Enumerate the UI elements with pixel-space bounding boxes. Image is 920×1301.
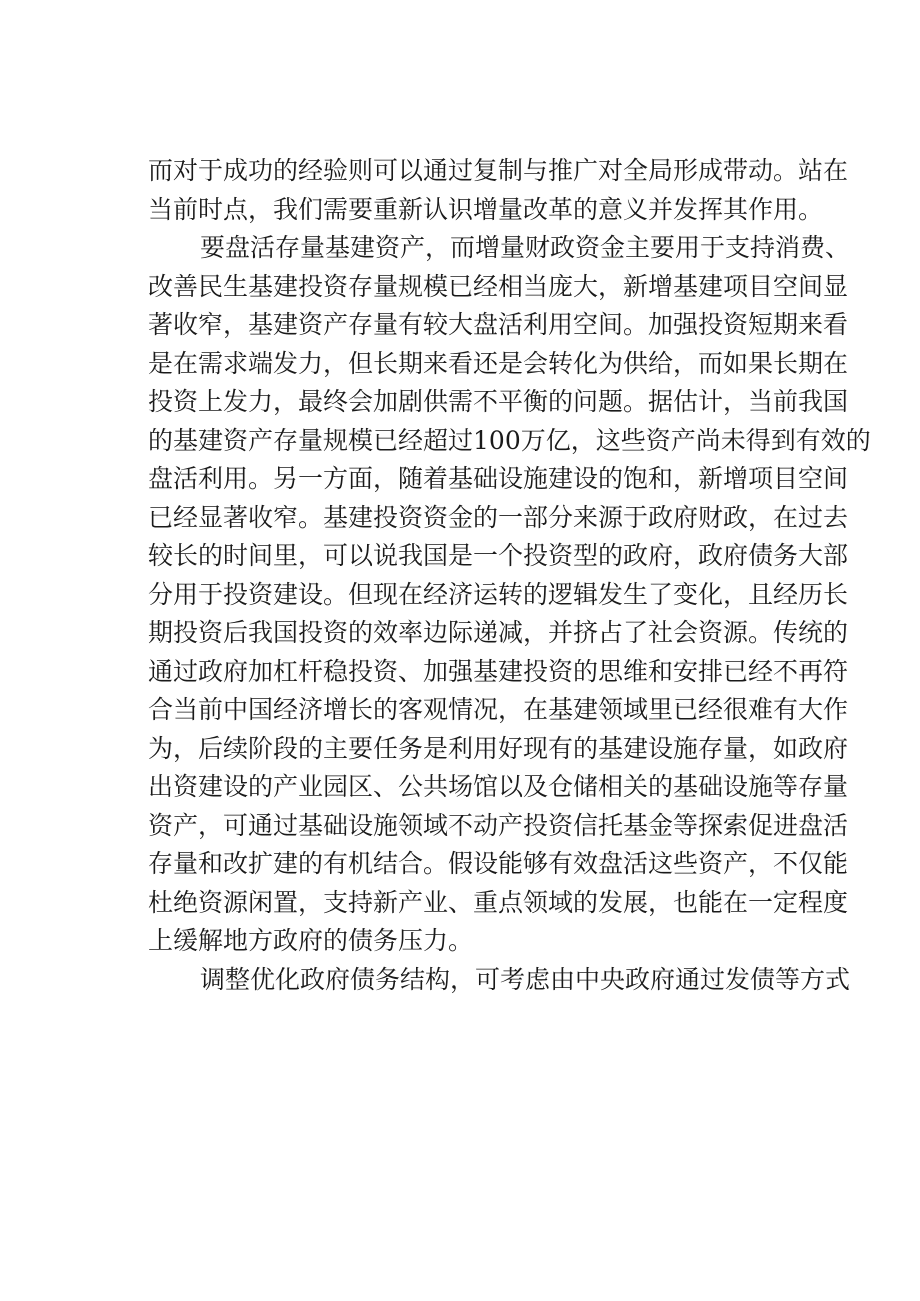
- text-line: 期投资后我国投资的效率边际递减，并挤占了社会资源。传统的: [148, 618, 849, 647]
- text-line: 合当前中国经济增长的客观情况，在基建领域里已经很难有大作: [148, 695, 849, 724]
- text-line: 的基建资产存量规模已经超过100万亿，这些资产尚未得到有效的: [148, 425, 871, 455]
- text-line: 是在需求端发力，但长期来看还是会转化为供给，而如果长期在: [148, 348, 849, 378]
- text-line: 出资建设的产业园区、公共场馆以及仓储相关的基础设施等存量: [148, 772, 849, 801]
- text-line: 为，后续阶段的主要任务是利用好现有的基建设施存量，如政府: [148, 733, 849, 763]
- text-line: 通过政府加杠杆稳投资、加强基建投资的思维和安排已经不再符: [148, 656, 849, 686]
- text-line: 改善民生基建投资存量规模已经相当庞大，新增基建项目空间显: [148, 271, 849, 301]
- text-line: 投资上发力，最终会加剧供需不平衡的问题。据估计，当前我国: [148, 387, 849, 416]
- text-line: 已经显著收窄。基建投资资金的一部分来源于政府财政，在过去: [148, 502, 849, 532]
- text-line: 分用于投资建设。但现在经济运转的逻辑发生了变化，且经历长: [148, 579, 849, 609]
- paragraph-end-line: 当前时点，我们需要重新认识增量改革的意义并发挥其作用。: [148, 194, 824, 224]
- paragraph-end-line: 上缓解地方政府的债务压力。: [148, 926, 474, 955]
- text-line: 资产，可通过基础设施领域不动产投资信托基金等探索促进盘活: [148, 810, 849, 840]
- text-line: 较长的时间里，可以说我国是一个投资型的政府，政府债务大部: [148, 541, 849, 570]
- text-line: 杜绝资源闲置，支持新产业、重点领域的发展，也能在一定程度: [148, 887, 849, 917]
- text-line: 著收窄，基建资产存量有较大盘活利用空间。加强投资短期来看: [148, 310, 849, 339]
- text-line: 而对于成功的经验则可以通过复制与推广对全局形成带动。站在: [148, 156, 849, 185]
- text-line: 存量和改扩建的有机结合。假设能够有效盘活这些资产，不仅能: [148, 849, 849, 878]
- paragraph-first-line: 调整优化政府债务结构，可考虑由中央政府通过发债等方式: [200, 964, 851, 994]
- paragraph-first-line: 要盘活存量基建资产，而增量财政资金主要用于支持消费、: [200, 233, 851, 262]
- body-text: [148, 152, 871, 999]
- text-line: 盘活利用。另一方面，随着基础设施建设的饱和，新增项目空间: [148, 464, 849, 493]
